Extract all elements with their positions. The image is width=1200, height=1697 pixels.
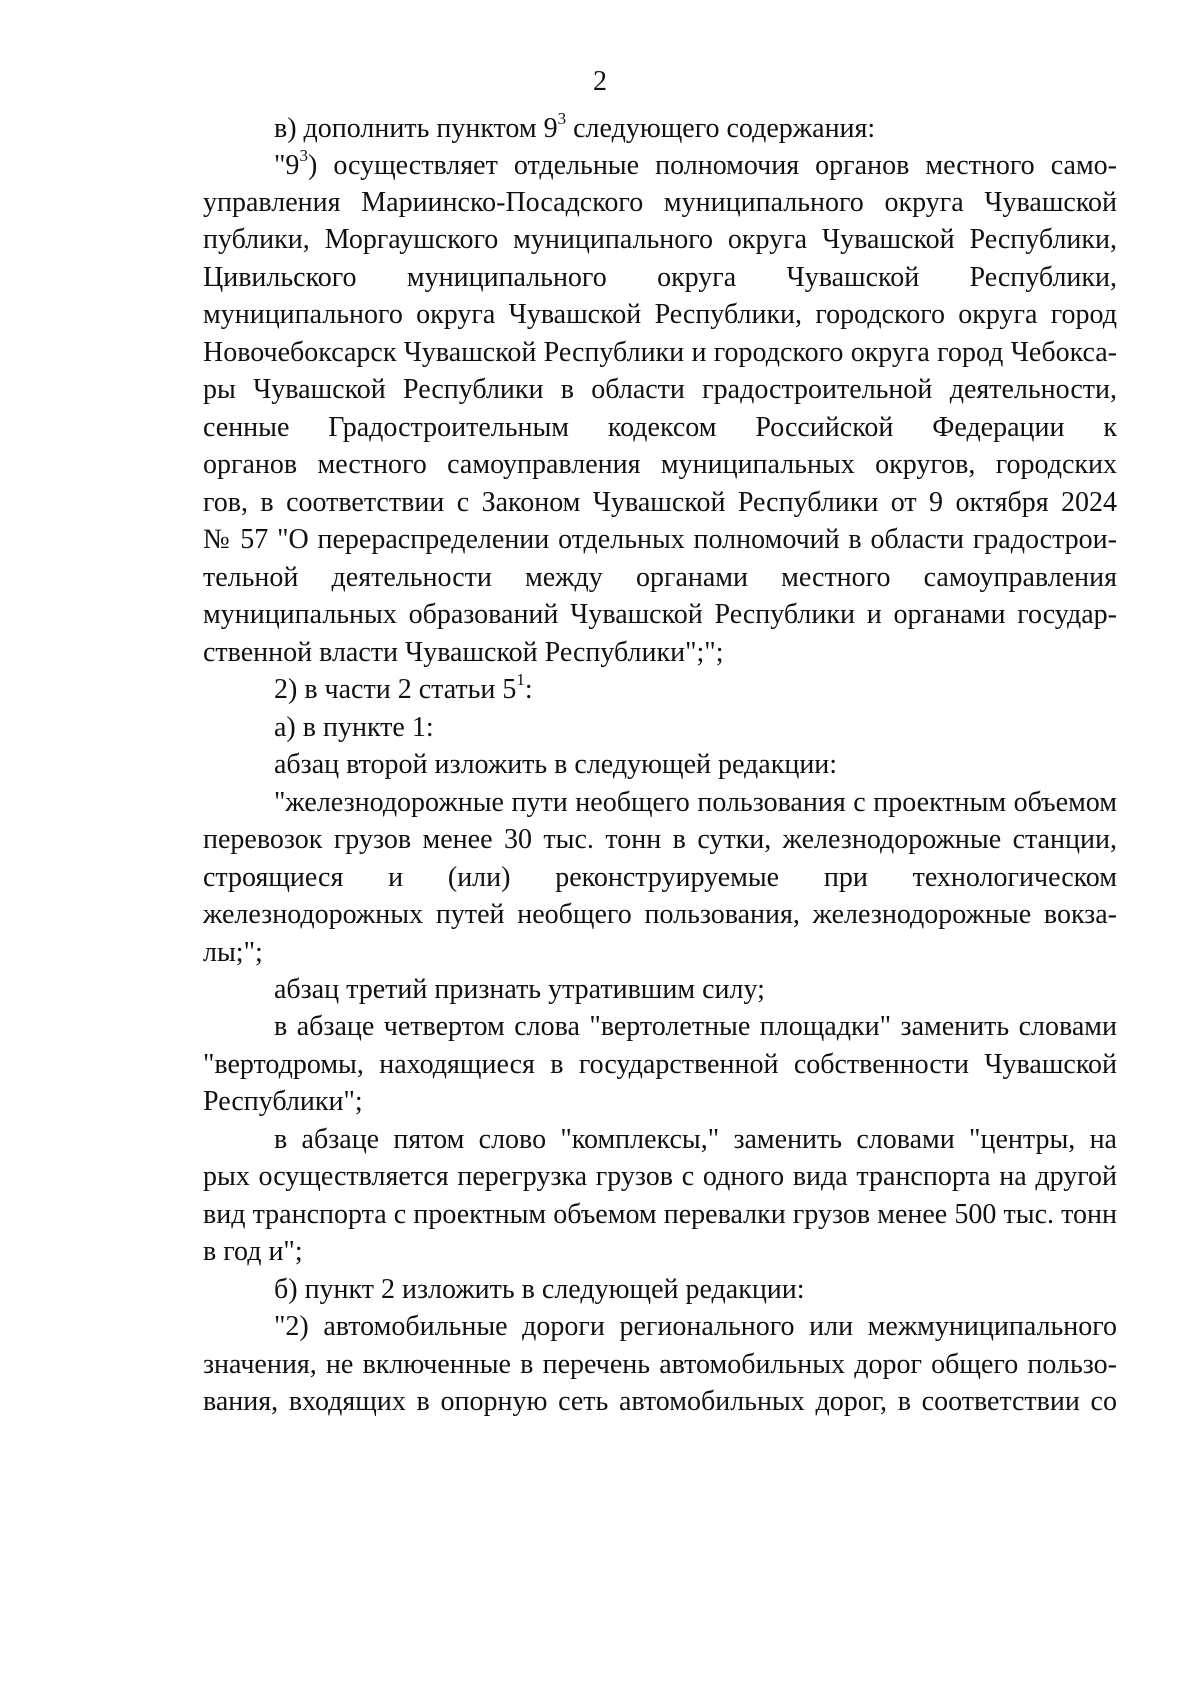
text-line: в абзаце четвертом слова "вертолетные площадки" заменить словами: [274, 1011, 1117, 1042]
text-line: б) пункт 2 изложить в следующей редакции:: [274, 1274, 805, 1305]
text-line: органов местного самоуправления муниципальных округов, городских: [203, 449, 1117, 480]
text-line: "2) автомобильные дороги регионального или межмуниципального: [274, 1311, 1117, 1342]
text-line: Цивильского муниципального округа Чувашской Республики,: [203, 262, 1117, 293]
text-line: в) дополнить пунктом $9^3$ следующего содержания:: [274, 108, 876, 144]
text-line: абзац третий признать утратившим силу;: [274, 974, 765, 1005]
text-line: вид транспорта с проектным объемом перевалки грузов менее 500 тыс. тонн: [203, 1199, 1117, 1230]
text-line: ры Чувашской Республики в области градостроительной деятельности,: [203, 374, 1117, 405]
text-line: значения, не включенные в перечень автомобильных дорог общего пользо-: [203, 1349, 1117, 1380]
text-line: гов, в соответствии с Законом Чувашской Республики от 9 октября 2024: [203, 487, 1117, 518]
text-line: публики, Моргаушского муниципального округа Чувашской Республики,: [203, 224, 1117, 255]
page-number: 2: [593, 66, 607, 97]
text-line: № 57 "О перераспределении отдельных полномочий в области градострои-: [203, 524, 1117, 555]
text-line: "вертодромы, находящиеся в государственной собственности Чувашской: [203, 1049, 1117, 1080]
text-line: тельной деятельности между органами местного самоуправления: [203, 562, 1117, 593]
text-line: абзац второй изложить в следующей редакции:: [274, 749, 838, 780]
text-line: 2) в части 2 статьи $5^1$:: [274, 669, 533, 705]
text-line: муниципального округа Чувашской Республики, городского округа город: [203, 299, 1117, 330]
text-line: управления Мариинско-Посадского муниципального округа Чувашской: [203, 187, 1117, 218]
text-line: ственной власти Чувашской Республики";";: [203, 637, 724, 668]
text-line: а) в пункте 1:: [274, 712, 434, 743]
text-line: строящиеся и (или) реконструируемые при технологическом: [203, 862, 1117, 893]
text-line: перевозок грузов менее 30 тыс. тонн в сутки, железнодорожные станции,: [203, 824, 1117, 855]
text-line: Новочебоксарск Чувашской Республики и городского округа город Чебокса-: [203, 337, 1117, 368]
text-line: лы;";: [203, 937, 263, 968]
text-line: в год и";: [203, 1236, 303, 1267]
text-line: вания, входящих в опорную сеть автомобильных дорог, в соответствии со: [203, 1386, 1117, 1417]
text-line: сенные Градостроительным кодексом Российской Федерации к: [203, 412, 1117, 443]
text-line: муниципальных образований Чувашской Республики и органами государ-: [203, 599, 1117, 630]
text-line: Республики";: [203, 1086, 363, 1117]
text-line: железнодорожных путей необщего пользования, железнодорожные вокза-: [203, 899, 1117, 930]
text-line: "железнодорожные пути необщего пользования с проектным объемом: [274, 787, 1117, 818]
text-line: "$9^3$) осуществляет отдельные полномочия органов местного само-: [274, 150, 1117, 181]
text-line: рых осуществляется перегрузка грузов с одного вида транспорта на другой: [203, 1161, 1117, 1192]
text-line: в абзаце пятом слово "комплексы," заменить словами "центры, на: [274, 1124, 1117, 1155]
